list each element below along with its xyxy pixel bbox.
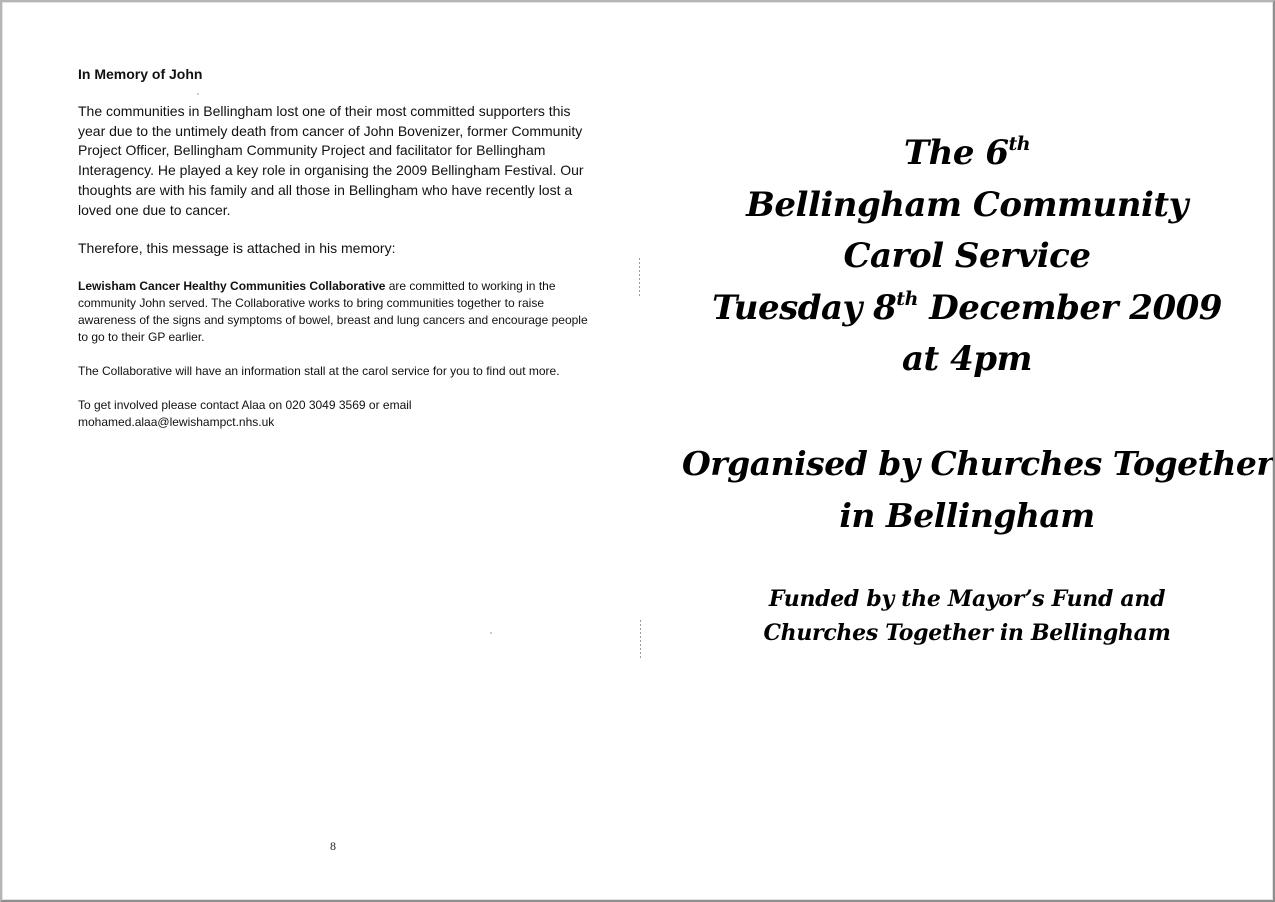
page-number: 8 [330,839,336,853]
collaborative-description: are committed to working in the community John served. The Collaborative works to bring communities together to raise awareness of the signs and symptoms of bowel, breast and lung cancers and encourage people to go to their GP earlier. [78,278,588,344]
event-date: Tuesday 8th December 2009 [712,287,1222,328]
title-line-edition: The 6th [903,133,1031,173]
title-line-community: Bellingham Community [746,184,1188,225]
contact-email: mohamed.alaa@lewishampct.nhs.uk [78,414,275,429]
scan-speck [197,93,199,95]
title-ordinal-suffix: th [1008,133,1031,155]
funding-line-2: Churches Together in Bellingham [763,619,1171,646]
contact-paragraph [78,397,598,431]
scan-speck [490,632,492,634]
memorial-heading: In Memory of John [78,66,203,82]
funding-block [682,582,1252,650]
left-page [78,66,598,448]
title-line-service: Carol Service [843,236,1091,276]
fold-mark-upper [639,258,640,296]
collaborative-paragraph [78,278,598,346]
fold-mark-lower [640,620,641,658]
funding-line-1: Funded by the Mayor’s Fund and [768,585,1166,612]
memorial-paragraph: The communities in Bellingham lost one of their most committed supporters this year due to the untimely death from cancer of John Bovenizer, former Community Project Officer, Bellingham Community Project and facilitator for Bellingham Interagency. He played a key role in organising the 2009 Bellingham Festival. Our thoughts are with his family and all those in Bellingham who have recently lost a loved one due to cancer. [78,103,584,218]
collaborative-name: Lewisham Cancer Healthy Communities Collaborative [78,278,386,293]
contact-text: To get involved please contact Alaa on 020 3049 3569 or email [78,397,412,412]
organiser-block [682,438,1274,542]
organiser-line-2: in Bellingham [839,495,1095,535]
date-ordinal-suffix: th [896,287,918,310]
right-page [682,128,1274,650]
memorial-intro-message: Therefore, this message is attached in his memory: [78,240,396,257]
stall-paragraph: The Collaborative will have an information stall at the carol service for you to find out more. [78,363,560,378]
event-time: at 4pm [902,339,1032,379]
organiser-line-1: Organised by Churches Together [682,443,1274,483]
